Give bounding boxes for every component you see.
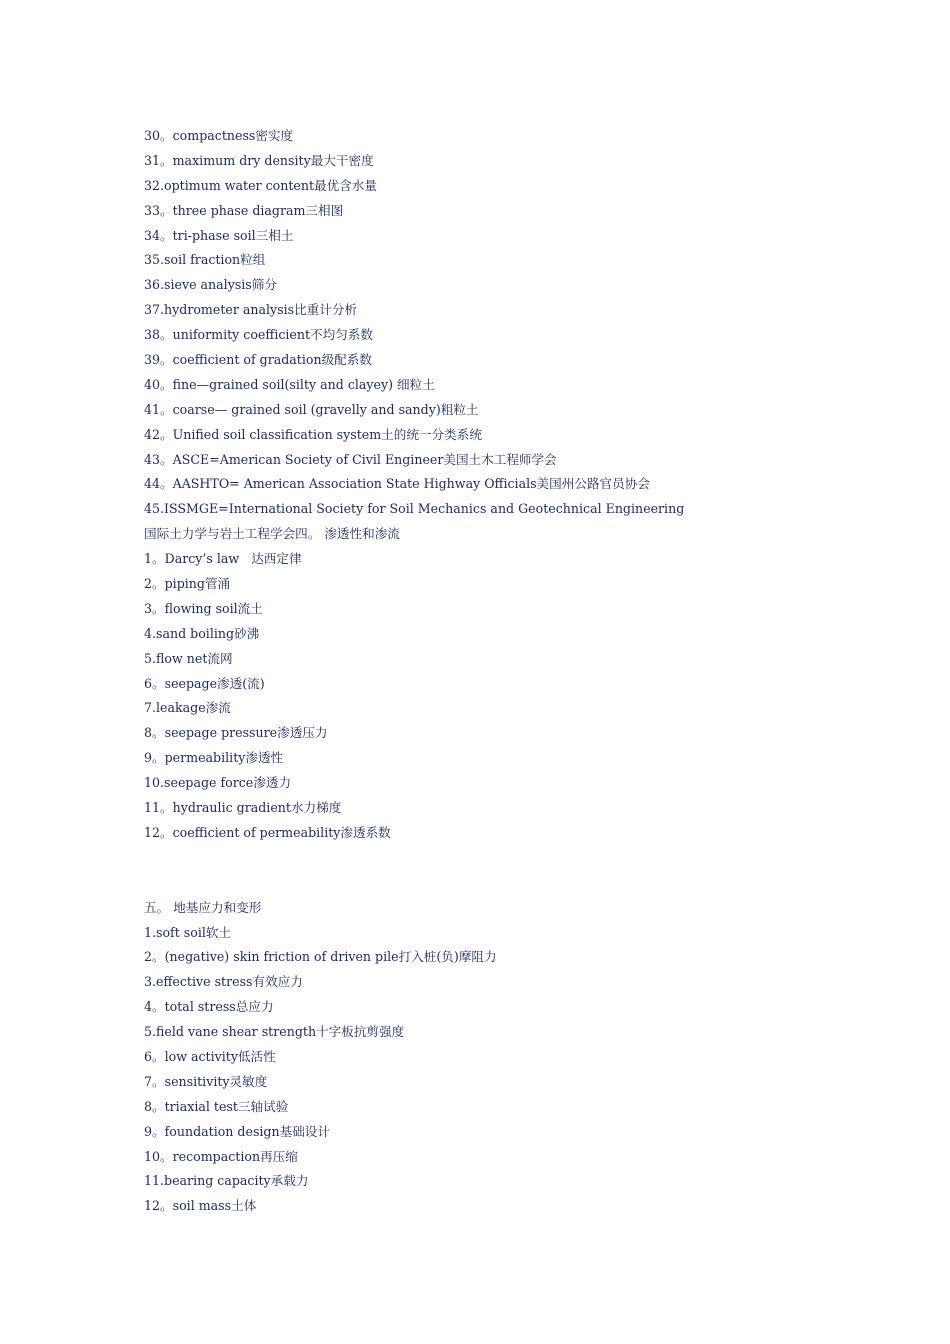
term-line: 44。AASHTO= American Association State Highway Officials美国州公路官员协会 [144, 476, 650, 492]
section-heading: 五。 地基应力和变形 [144, 899, 262, 915]
term-line: 37.hydrometer analysis比重计分析 [144, 302, 358, 318]
term-line: 10。recompaction再压缩 [144, 1148, 298, 1164]
term-line: 9。permeability渗透性 [144, 750, 284, 766]
term-line: 12。soil mass土体 [144, 1198, 257, 1214]
term-line: 39。coefficient of gradation级配系数 [144, 352, 372, 368]
term-line: 6。low activity低活性 [144, 1048, 276, 1064]
term-line: 45.ISSMGE=International Society for Soil Mechanics and Geotechnical Engineering [144, 501, 685, 517]
term-line: 12。coefficient of permeability渗透系数 [144, 824, 391, 840]
term-line: 33。three phase diagram三相图 [144, 202, 344, 218]
term-line: 40。fine—grained soil(silty and clayey) 细粒土 [144, 376, 435, 392]
term-line: 2。piping管涌 [144, 576, 231, 592]
document-page [144, 124, 764, 1219]
term-line: 11.bearing capacity承载力 [144, 1173, 309, 1189]
term-line: 41。coarse— grained soil (gravelly and sandy)粗粒土 [144, 401, 479, 417]
term-line: 3。flowing soil流土 [144, 600, 263, 616]
term-line: 43。ASCE=American Society of Civil Engineer美国土木工程师学会 [144, 451, 557, 467]
term-line: 11。hydraulic gradient水力梯度 [144, 800, 342, 816]
term-line: 38。uniformity coefficient不均匀系数 [144, 327, 374, 343]
term-line: 5.field vane shear strength十字板抗剪强度 [144, 1024, 405, 1040]
term-line: 32.optimum water content最优含水量 [144, 177, 377, 193]
term-line: 1.soft soil软土 [144, 924, 232, 940]
term-line: 7。sensitivity灵敏度 [144, 1073, 268, 1089]
term-line: 9。foundation design基础设计 [144, 1123, 330, 1139]
term-line: 42。Unified soil classification system土的统一分类系统 [144, 426, 482, 442]
term-line: 10.seepage force渗透力 [144, 775, 292, 791]
term-line: 3.effective stress有效应力 [144, 974, 303, 990]
term-line: 35.soil fraction粒组 [144, 252, 266, 268]
term-line: 5.flow net流网 [144, 650, 233, 666]
term-line: 7.leakage渗流 [144, 700, 231, 716]
term-line: 36.sieve analysis筛分 [144, 277, 277, 293]
term-line: 8。seepage pressure渗透压力 [144, 725, 328, 741]
section-heading: 国际土力学与岩土工程学会四。 渗透性和渗流 [144, 526, 400, 542]
term-line: 8。triaxial test三轴试验 [144, 1098, 289, 1114]
term-line: 30。compactness密实度 [144, 128, 294, 143]
term-line: 31。maximum dry density最大干密度 [144, 152, 374, 168]
term-line: 4.sand boiling砂沸 [144, 625, 260, 641]
term-line: 1。Darcy’s law 达西定律 [144, 551, 302, 567]
term-line: 2。(negative) skin friction of driven pile打入桩(负)摩阻力 [144, 949, 497, 965]
term-line: 4。total stress总应力 [144, 999, 274, 1015]
term-line: 6。seepage渗透(流) [144, 675, 265, 691]
term-line: 34。tri-phase soil三相土 [144, 227, 294, 243]
blank-gap [144, 846, 764, 896]
